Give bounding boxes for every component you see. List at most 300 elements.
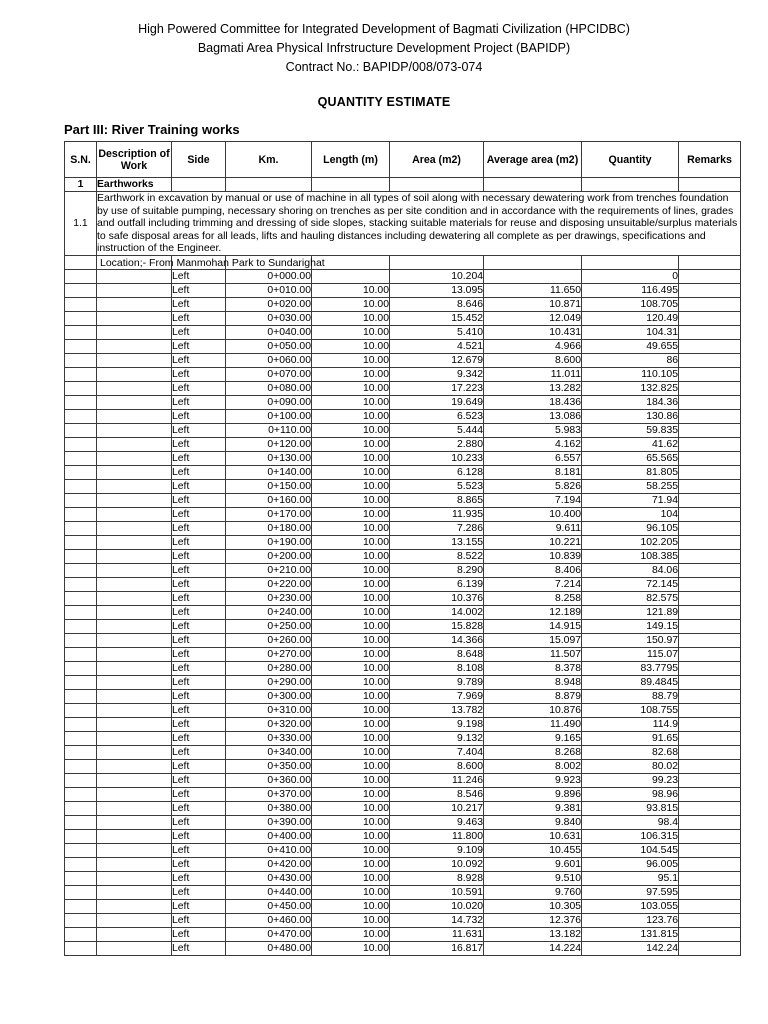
table-row	[65, 941, 741, 955]
cell-area: 15.828	[390, 619, 484, 633]
cell-remarks	[679, 605, 741, 619]
cell-area: 14.732	[390, 913, 484, 927]
cell-remarks	[679, 815, 741, 829]
cell-area: 10.204	[390, 269, 484, 283]
table-row	[65, 661, 741, 675]
column-header-average-area: Average area (m2)	[484, 142, 582, 178]
cell-km: 0+000.00	[226, 269, 312, 283]
cell-length: 10.00	[312, 745, 390, 759]
cell-area: 13.095	[390, 283, 484, 297]
cell-area: 16.817	[390, 941, 484, 955]
cell-average-area: 9.923	[484, 773, 582, 787]
cell-area: 13.782	[390, 703, 484, 717]
cell-quantity: 142.24	[582, 941, 679, 955]
cell-quantity: 81.805	[582, 465, 679, 479]
cell-area: 13.155	[390, 535, 484, 549]
cell-remarks	[679, 353, 741, 367]
cell-side: Left	[172, 773, 226, 787]
group-sn: 1	[65, 178, 97, 192]
cell-remarks	[679, 885, 741, 899]
table-row	[65, 409, 741, 423]
table-row	[65, 703, 741, 717]
cell-average-area: 8.258	[484, 591, 582, 605]
cell-length: 10.00	[312, 829, 390, 843]
cell-average-area: 8.002	[484, 759, 582, 773]
cell-average-area: 12.049	[484, 311, 582, 325]
cell-average-area: 10.871	[484, 297, 582, 311]
cell-length: 10.00	[312, 535, 390, 549]
cell-side: Left	[172, 325, 226, 339]
cell-km: 0+430.00	[226, 871, 312, 885]
table-row	[65, 801, 741, 815]
cell-length: 10.00	[312, 423, 390, 437]
cell-description	[97, 563, 172, 577]
cell-side: Left	[172, 269, 226, 283]
cell-length: 10.00	[312, 689, 390, 703]
cell-km: 0+460.00	[226, 913, 312, 927]
cell-area: 15.452	[390, 311, 484, 325]
cell-length: 10.00	[312, 605, 390, 619]
column-header-description: Description of Work	[97, 142, 172, 178]
cell-description	[97, 801, 172, 815]
cell-km: 0+290.00	[226, 675, 312, 689]
cell-remarks	[679, 773, 741, 787]
table-row	[65, 829, 741, 843]
cell-average-area: 11.490	[484, 717, 582, 731]
cell-quantity: 102.205	[582, 535, 679, 549]
cell-remarks	[679, 465, 741, 479]
cell-sn	[65, 591, 97, 605]
cell-side: Left	[172, 941, 226, 955]
cell-quantity: 71.94	[582, 493, 679, 507]
cell-length: 10.00	[312, 857, 390, 871]
cell-area: 8.646	[390, 297, 484, 311]
table-row	[65, 283, 741, 297]
cell-length: 10.00	[312, 409, 390, 423]
cell-km: 0+330.00	[226, 731, 312, 745]
column-header-sn: S.N.	[65, 142, 97, 178]
cell-average-area: 10.876	[484, 703, 582, 717]
cell-km: 0+050.00	[226, 339, 312, 353]
cell-length: 10.00	[312, 507, 390, 521]
cell-sn	[65, 269, 97, 283]
cell-description	[97, 409, 172, 423]
cell-quantity: 86	[582, 353, 679, 367]
cell-quantity: 104.545	[582, 843, 679, 857]
cell-sn	[65, 451, 97, 465]
cell-km: 0+060.00	[226, 353, 312, 367]
cell-remarks	[679, 675, 741, 689]
cell-km: 0+300.00	[226, 689, 312, 703]
cell-average-area: 7.214	[484, 577, 582, 591]
cell-side: Left	[172, 577, 226, 591]
cell-average-area: 8.406	[484, 563, 582, 577]
cell-remarks	[679, 339, 741, 353]
cell-area: 10.376	[390, 591, 484, 605]
cell-description	[97, 731, 172, 745]
cell-average-area: 5.983	[484, 423, 582, 437]
cell-quantity: 82.575	[582, 591, 679, 605]
cell-remarks	[679, 829, 741, 843]
table-row	[65, 843, 741, 857]
cell-remarks	[679, 311, 741, 325]
table-row	[65, 647, 741, 661]
table-body	[65, 178, 741, 956]
cell-side: Left	[172, 787, 226, 801]
cell-sn	[65, 843, 97, 857]
cell-description	[97, 675, 172, 689]
cell-description	[97, 843, 172, 857]
group-km-cell	[226, 178, 312, 192]
cell-remarks	[679, 899, 741, 913]
cell-area: 7.969	[390, 689, 484, 703]
cell-km: 0+010.00	[226, 283, 312, 297]
cell-side: Left	[172, 591, 226, 605]
cell-description	[97, 899, 172, 913]
cell-area: 5.523	[390, 479, 484, 493]
cell-description	[97, 549, 172, 563]
cell-sn	[65, 885, 97, 899]
table-row	[65, 871, 741, 885]
cell-quantity: 108.385	[582, 549, 679, 563]
cell-average-area: 10.305	[484, 899, 582, 913]
cell-sn	[65, 913, 97, 927]
cell-side: Left	[172, 703, 226, 717]
cell-quantity: 120.49	[582, 311, 679, 325]
cell-area: 4.521	[390, 339, 484, 353]
cell-side: Left	[172, 857, 226, 871]
cell-description	[97, 633, 172, 647]
cell-length: 10.00	[312, 815, 390, 829]
cell-side: Left	[172, 549, 226, 563]
cell-area: 8.108	[390, 661, 484, 675]
cell-average-area: 9.601	[484, 857, 582, 871]
cell-side: Left	[172, 871, 226, 885]
item-sn: 1.1	[65, 192, 97, 256]
cell-description	[97, 311, 172, 325]
cell-sn	[65, 689, 97, 703]
cell-quantity: 121.89	[582, 605, 679, 619]
cell-remarks	[679, 325, 741, 339]
column-header-side: Side	[172, 142, 226, 178]
group-area-cell	[390, 178, 484, 192]
column-header-km: Km.	[226, 142, 312, 178]
cell-length: 10.00	[312, 773, 390, 787]
table-row	[65, 325, 741, 339]
cell-km: 0+470.00	[226, 927, 312, 941]
table-row	[65, 311, 741, 325]
cell-remarks	[679, 731, 741, 745]
cell-side: Left	[172, 535, 226, 549]
cell-average-area: 9.381	[484, 801, 582, 815]
cell-description	[97, 381, 172, 395]
cell-quantity: 0	[582, 269, 679, 283]
cell-average-area: 10.631	[484, 829, 582, 843]
cell-km: 0+310.00	[226, 703, 312, 717]
cell-km: 0+130.00	[226, 451, 312, 465]
cell-description	[97, 689, 172, 703]
cell-description	[97, 717, 172, 731]
cell-sn	[65, 675, 97, 689]
cell-sn	[65, 563, 97, 577]
cell-length: 10.00	[312, 381, 390, 395]
cell-remarks	[679, 913, 741, 927]
cell-sn	[65, 619, 97, 633]
cell-area: 12.679	[390, 353, 484, 367]
cell-description	[97, 535, 172, 549]
cell-side: Left	[172, 409, 226, 423]
cell-quantity: 108.755	[582, 703, 679, 717]
location-area-cell	[390, 255, 484, 269]
cell-sn	[65, 395, 97, 409]
cell-remarks	[679, 843, 741, 857]
table-row	[65, 395, 741, 409]
table-row	[65, 353, 741, 367]
cell-description	[97, 927, 172, 941]
table-row	[65, 507, 741, 521]
cell-average-area: 6.557	[484, 451, 582, 465]
cell-km: 0+370.00	[226, 787, 312, 801]
cell-quantity: 131.815	[582, 927, 679, 941]
cell-sn	[65, 577, 97, 591]
cell-description	[97, 941, 172, 955]
cell-average-area: 8.600	[484, 353, 582, 367]
cell-remarks	[679, 563, 741, 577]
cell-km: 0+350.00	[226, 759, 312, 773]
cell-km: 0+200.00	[226, 549, 312, 563]
cell-quantity: 150.97	[582, 633, 679, 647]
cell-description	[97, 773, 172, 787]
cell-side: Left	[172, 395, 226, 409]
cell-average-area: 8.948	[484, 675, 582, 689]
cell-quantity: 93.815	[582, 801, 679, 815]
cell-remarks	[679, 409, 741, 423]
cell-area: 6.523	[390, 409, 484, 423]
cell-sn	[65, 339, 97, 353]
cell-remarks	[679, 857, 741, 871]
cell-average-area: 9.165	[484, 731, 582, 745]
cell-length: 10.00	[312, 563, 390, 577]
table-row	[65, 857, 741, 871]
cell-average-area: 10.839	[484, 549, 582, 563]
cell-length: 10.00	[312, 759, 390, 773]
cell-remarks	[679, 661, 741, 675]
cell-side: Left	[172, 647, 226, 661]
location-row	[65, 255, 741, 269]
cell-quantity: 116.495	[582, 283, 679, 297]
cell-quantity: 80.02	[582, 759, 679, 773]
table-row	[65, 339, 741, 353]
cell-average-area: 5.826	[484, 479, 582, 493]
cell-average-area: 11.650	[484, 283, 582, 297]
cell-description	[97, 465, 172, 479]
cell-sn	[65, 465, 97, 479]
location-qty-cell	[582, 255, 679, 269]
table-row	[65, 367, 741, 381]
table-row	[65, 619, 741, 633]
cell-length	[312, 269, 390, 283]
cell-remarks	[679, 297, 741, 311]
cell-quantity: 184.36	[582, 395, 679, 409]
cell-description	[97, 913, 172, 927]
cell-quantity: 130.86	[582, 409, 679, 423]
cell-quantity: 96.005	[582, 857, 679, 871]
cell-km: 0+120.00	[226, 437, 312, 451]
cell-km: 0+190.00	[226, 535, 312, 549]
column-header-remarks: Remarks	[679, 142, 741, 178]
cell-side: Left	[172, 493, 226, 507]
cell-area: 14.366	[390, 633, 484, 647]
cell-sn	[65, 703, 97, 717]
cell-km: 0+320.00	[226, 717, 312, 731]
cell-sn	[65, 717, 97, 731]
cell-area: 10.020	[390, 899, 484, 913]
cell-area: 10.092	[390, 857, 484, 871]
cell-description	[97, 367, 172, 381]
cell-side: Left	[172, 745, 226, 759]
cell-area: 9.342	[390, 367, 484, 381]
cell-average-area: 10.400	[484, 507, 582, 521]
cell-remarks	[679, 591, 741, 605]
cell-description	[97, 647, 172, 661]
cell-remarks	[679, 367, 741, 381]
cell-side: Left	[172, 927, 226, 941]
cell-average-area: 11.011	[484, 367, 582, 381]
cell-average-area: 12.189	[484, 605, 582, 619]
cell-length: 10.00	[312, 325, 390, 339]
table-row	[65, 717, 741, 731]
cell-quantity: 104.31	[582, 325, 679, 339]
cell-average-area: 10.455	[484, 843, 582, 857]
cell-length: 10.00	[312, 395, 390, 409]
cell-average-area: 11.507	[484, 647, 582, 661]
cell-remarks	[679, 927, 741, 941]
cell-description	[97, 507, 172, 521]
cell-side: Left	[172, 619, 226, 633]
cell-sn	[65, 381, 97, 395]
cell-sn	[65, 521, 97, 535]
cell-remarks	[679, 759, 741, 773]
cell-description	[97, 591, 172, 605]
cell-remarks	[679, 619, 741, 633]
cell-sn	[65, 647, 97, 661]
location-avg-cell	[484, 255, 582, 269]
cell-side: Left	[172, 717, 226, 731]
cell-area: 14.002	[390, 605, 484, 619]
cell-area: 8.928	[390, 871, 484, 885]
cell-length: 10.00	[312, 843, 390, 857]
header-line-project: Bagmati Area Physical Infrstructure Development Project (BAPIDP)	[197, 41, 571, 55]
cell-sn	[65, 353, 97, 367]
cell-remarks	[679, 871, 741, 885]
cell-remarks	[679, 269, 741, 283]
cell-side: Left	[172, 423, 226, 437]
cell-area: 11.935	[390, 507, 484, 521]
cell-side: Left	[172, 381, 226, 395]
cell-remarks	[679, 437, 741, 451]
cell-description	[97, 759, 172, 773]
cell-length: 10.00	[312, 283, 390, 297]
cell-km: 0+400.00	[226, 829, 312, 843]
cell-area: 10.591	[390, 885, 484, 899]
cell-description	[97, 423, 172, 437]
cell-length: 10.00	[312, 367, 390, 381]
cell-average-area: 14.224	[484, 941, 582, 955]
cell-sn	[65, 745, 97, 759]
cell-remarks	[679, 493, 741, 507]
cell-sn	[65, 899, 97, 913]
cell-side: Left	[172, 885, 226, 899]
cell-description	[97, 857, 172, 871]
cell-km: 0+040.00	[226, 325, 312, 339]
cell-sn	[65, 829, 97, 843]
table-header-row	[65, 142, 741, 178]
cell-km: 0+140.00	[226, 465, 312, 479]
cell-sn	[65, 437, 97, 451]
cell-area: 9.789	[390, 675, 484, 689]
cell-side: Left	[172, 353, 226, 367]
cell-length: 10.00	[312, 675, 390, 689]
header-line-contract: Contract No.: BAPIDP/008/073-074	[285, 60, 483, 74]
table-row	[65, 549, 741, 563]
cell-sn	[65, 815, 97, 829]
cell-km: 0+030.00	[226, 311, 312, 325]
group-side-cell	[172, 178, 226, 192]
cell-area: 9.132	[390, 731, 484, 745]
table-row	[65, 591, 741, 605]
cell-sn	[65, 549, 97, 563]
cell-average-area: 13.282	[484, 381, 582, 395]
cell-km: 0+090.00	[226, 395, 312, 409]
cell-description	[97, 521, 172, 535]
cell-quantity: 59.835	[582, 423, 679, 437]
cell-area: 10.233	[390, 451, 484, 465]
cell-sn	[65, 605, 97, 619]
cell-quantity: 114.9	[582, 717, 679, 731]
cell-km: 0+170.00	[226, 507, 312, 521]
cell-km: 0+070.00	[226, 367, 312, 381]
cell-sn	[65, 507, 97, 521]
cell-description	[97, 493, 172, 507]
cell-sn	[65, 941, 97, 955]
cell-average-area: 8.181	[484, 465, 582, 479]
table-row	[65, 689, 741, 703]
cell-area: 11.246	[390, 773, 484, 787]
cell-remarks	[679, 283, 741, 297]
cell-length: 10.00	[312, 465, 390, 479]
cell-length: 10.00	[312, 311, 390, 325]
item-description-row	[65, 192, 741, 256]
cell-remarks	[679, 381, 741, 395]
cell-sn	[65, 731, 97, 745]
cell-length: 10.00	[312, 339, 390, 353]
cell-quantity: 84.06	[582, 563, 679, 577]
cell-km: 0+270.00	[226, 647, 312, 661]
page-title: QUANTITY ESTIMATE	[317, 95, 451, 109]
table-row	[65, 773, 741, 787]
cell-description	[97, 339, 172, 353]
cell-average-area: 9.760	[484, 885, 582, 899]
cell-length: 10.00	[312, 899, 390, 913]
cell-length: 10.00	[312, 353, 390, 367]
cell-side: Left	[172, 283, 226, 297]
cell-side: Left	[172, 339, 226, 353]
cell-average-area: 9.611	[484, 521, 582, 535]
cell-average-area: 14.915	[484, 619, 582, 633]
cell-area: 8.522	[390, 549, 484, 563]
cell-quantity: 88.79	[582, 689, 679, 703]
cell-km: 0+110.00	[226, 423, 312, 437]
